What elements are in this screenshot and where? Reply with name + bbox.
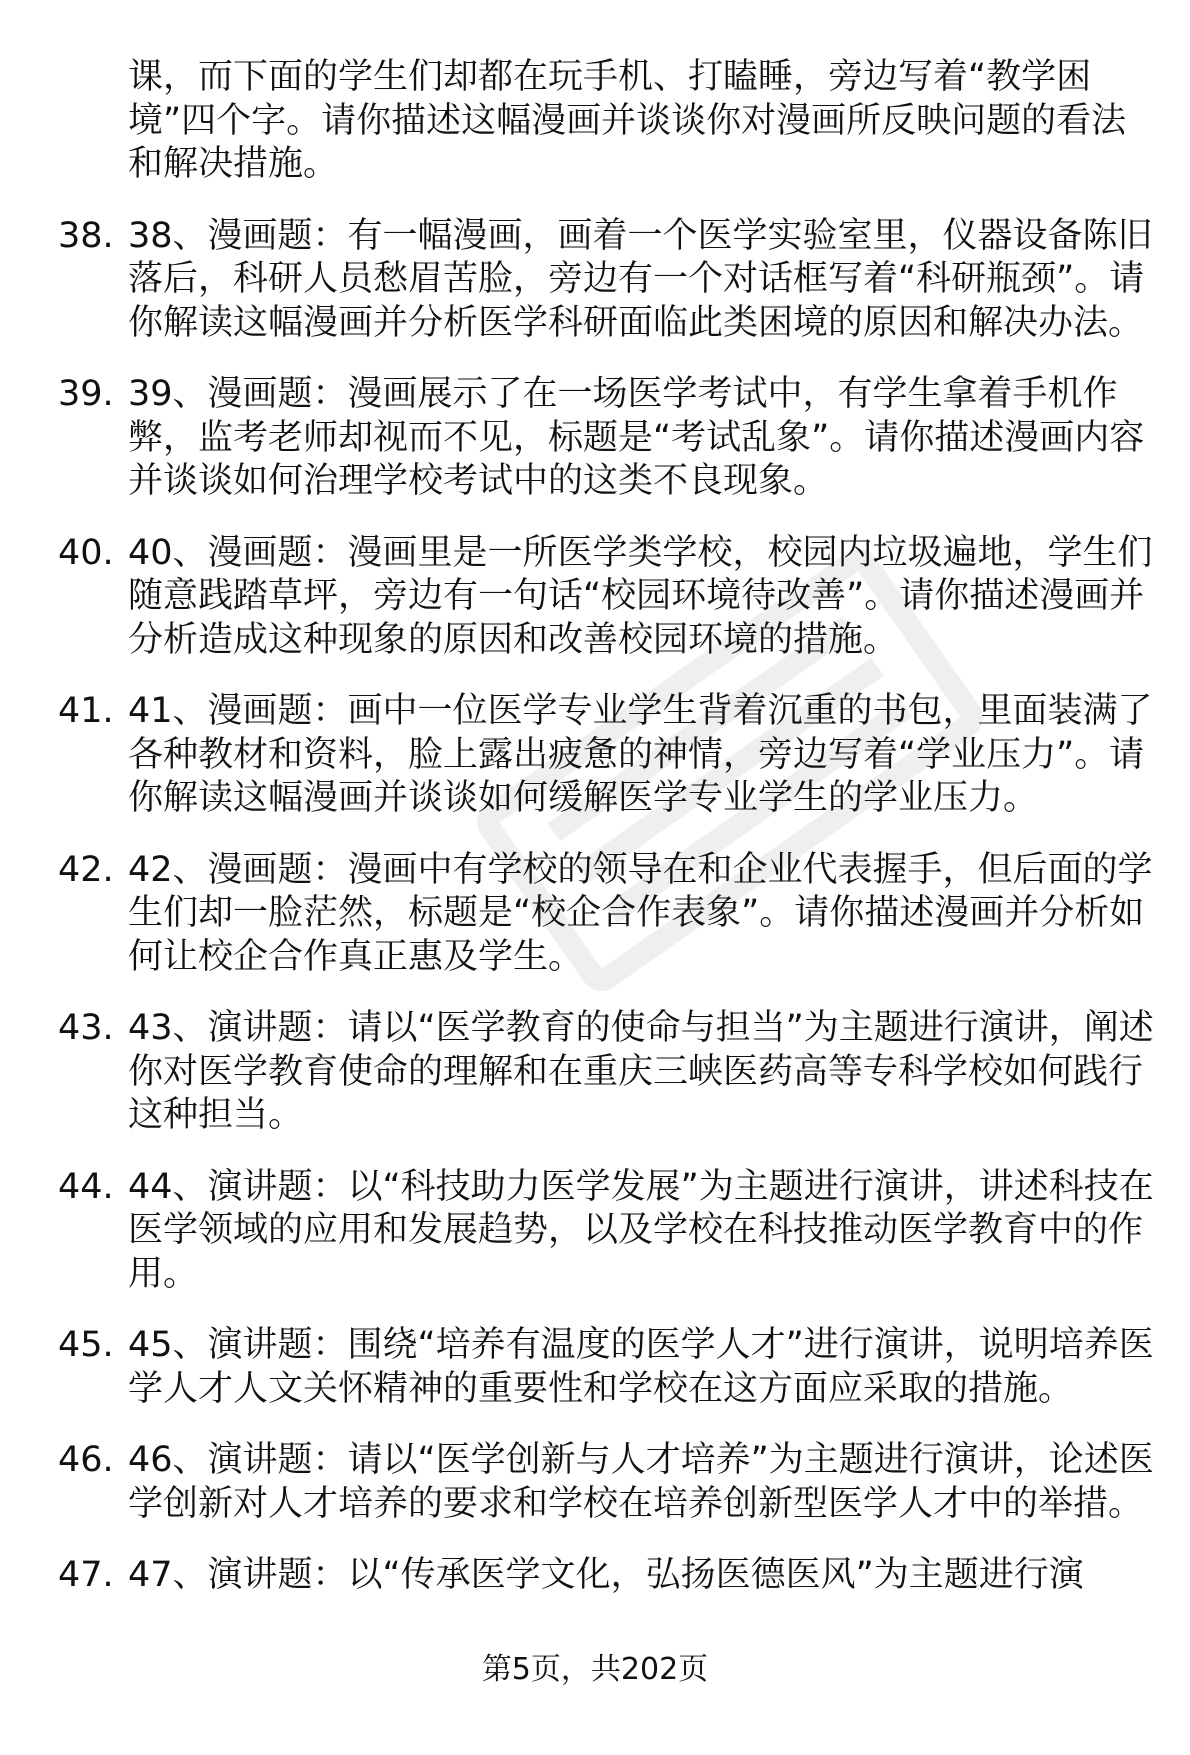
question-item — [58, 1324, 1158, 1411]
question-item — [58, 1166, 1158, 1297]
question-text: 46、演讲题：请以“医学创新与人才培养”为主题进行演讲，论述医学创新对人才培养的要求和学校在培养创新型医学人才中的举措。 — [128, 1440, 1154, 1524]
question-number: 45. — [58, 1325, 114, 1365]
question-text: 39、漫画题：漫画展示了在一场医学考试中，有学生拿着手机作弊，监考老师却视而不见，标题是“考试乱象”。请你描述漫画内容并谈谈如何治理学校考试中的这类不良现象。 — [128, 374, 1145, 501]
question-number: 42. — [58, 849, 114, 890]
question-number: 40. — [58, 532, 114, 573]
question-number: 46. — [58, 1440, 114, 1480]
question-text: 40、漫画题：漫画里是一所医学类学校，校园内垃圾遍地，学生们随意践踏草坪，旁边有一句话“校园环境待改善”。请你描述漫画并分析造成这种现象的原因和改善校园环境的措施。 — [128, 532, 1153, 660]
page-footer: 第5页，共202页 — [481, 1652, 709, 1687]
question-item — [58, 1439, 1158, 1526]
question-item — [58, 373, 1158, 504]
question-item — [58, 532, 1158, 663]
question-number: 43. — [58, 1008, 114, 1048]
question-text: 44、演讲题：以“科技助力医学发展”为主题进行演讲，讲述科技在医学领域的应用和发展趋势，以及学校在科技推动医学教育中的作用。 — [128, 1166, 1154, 1294]
question-list — [58, 56, 1158, 1626]
question-number: 41. — [58, 691, 114, 731]
question-text: 43、演讲题：请以“医学教育的使命与担当”为主题进行演讲，阐述你对医学教育使命的理解和在重庆三峡医药高等专科学校如何践行这种担当。 — [128, 1008, 1154, 1135]
question-text: 42、漫画题：漫画中有学校的领导在和企业代表握手，但后面的学生们却一脸茫然，标题是“校企合作表象”。请你描述漫画并分析如何让校企合作真正惠及学生。 — [128, 849, 1153, 977]
question-text: 47、演讲题：以“传承医学文化，弘扬医德医风”为主题进行演 — [128, 1555, 1084, 1595]
question-item — [58, 690, 1158, 821]
question-item — [58, 1007, 1158, 1138]
question-number: 39. — [58, 374, 114, 414]
question-number: 47. — [58, 1555, 114, 1595]
question-number: 38. — [58, 215, 114, 256]
question-item — [58, 849, 1158, 980]
question-text: 45、演讲题：围绕“培养有温度的医学人才”进行演讲，说明培养医学人才人文关怀精神的重要性和学校在这方面应采取的措施。 — [128, 1325, 1154, 1409]
question-item — [58, 215, 1158, 346]
question-text: 41、漫画题：画中一位医学专业学生背着沉重的书包，里面装满了各种教材和资料，脸上露出疲惫的神情，旁边写着“学业压力”。请你解读这幅漫画并谈谈如何缓解医学专业学生的学业压力。 — [128, 691, 1153, 818]
question-item — [58, 1554, 1158, 1598]
continued-question-text: 课，而下面的学生们却都在玩手机、打瞌睡，旁边写着“教学困境”四个字。请你描述这幅漫画并谈谈你对漫画所反映问题的看法和解决措施。 — [128, 57, 1127, 184]
question-text: 38、漫画题：有一幅漫画，画着一个医学实验室里，仪器设备陈旧落后，科研人员愁眉苦脸，旁边有一个对话框写着“科研瓶颈”。请你解读这幅漫画并分析医学科研面临此类困境的原因和解决办法。 — [128, 215, 1153, 343]
question-number: 44. — [58, 1166, 114, 1207]
